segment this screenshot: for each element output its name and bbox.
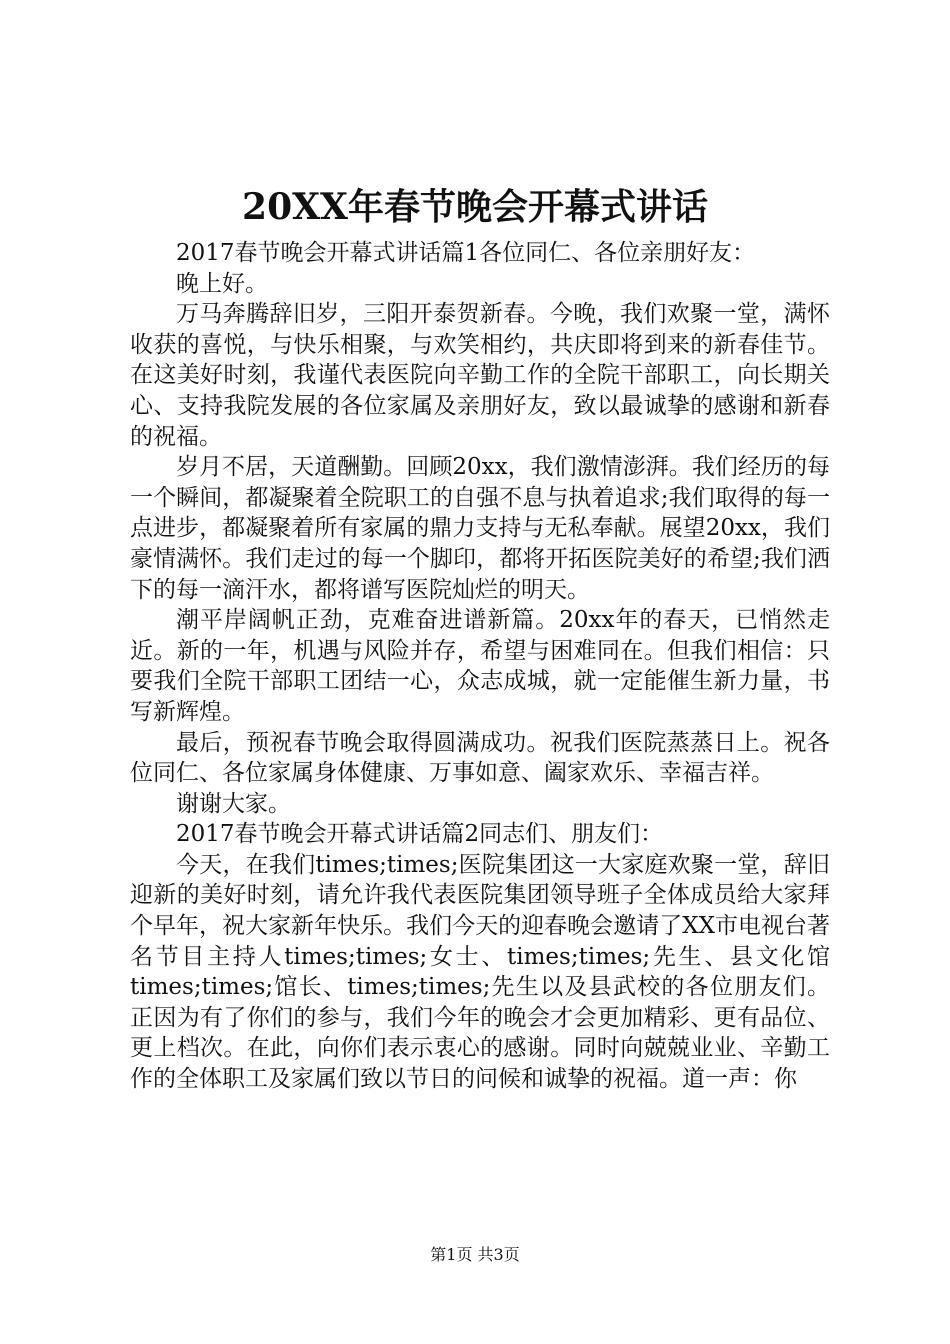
paragraph: 谢谢大家。: [176, 790, 291, 817]
paragraph: 最后，预祝春节晚会取得圆满成功。祝我们医院蒸蒸日上。祝各位同仁、各位家属身体健康、万事如意、阖家欢乐、幸福吉祥。: [130, 729, 830, 787]
document-body: [130, 238, 830, 1095]
paragraph: 万马奔腾辞旧岁，三阳开泰贺新春。今晚，我们欢聚一堂，满怀收获的喜悦，与快乐相聚，与欢笑相约，共庆即将到来的新春佳节。在这美好时刻，我谨代表医院向辛勤工作的全院干部职工，向长期关心、支持我院发展的各位家属及亲朋好友，致以最诚挚的感谢和新春的祝福。: [130, 301, 830, 450]
paragraph: 晚上好。: [176, 270, 268, 297]
page-number-footer: 第1页 共3页: [430, 1245, 520, 1264]
paragraph: 2017春节晚会开幕式讲话篇2同志们、朋友们：: [176, 821, 664, 848]
document-title: 20XX年春节晚会开幕式讲话: [242, 186, 708, 228]
paragraph: 2017春节晚会开幕式讲话篇1各位同仁、各位亲朋好友：: [176, 240, 756, 266]
paragraph: 潮平岸阔帆正劲，克难奋进谱新篇。20xx年的春天，已悄然走近。新的一年，机遇与风险并存，希望与困难同在。但我们相信：只要我们全院干部职工团结一心，众志成城，就一定能催生新力量，书写新辉煌。: [130, 607, 830, 725]
paragraph: 岁月不居，天道酬勤。回顾20xx，我们激情澎湃。我们经历的每一个瞬间，都凝聚着全院职工的自强不息与执着追求;我们取得的每一点进步，都凝聚着所有家属的鼎力支持与无私奉献。展望20xx，我们豪情满怀。我们走过的每一个脚印，都将开拓医院美好的希望;我们洒下的每一滴汗水，都将谱写医院灿烂的明天。: [130, 454, 830, 603]
paragraph: 今天，在我们times;times;医院集团这一大家庭欢聚一堂，辞旧迎新的美好时刻，请允许我代表医院集团领导班子全体成员给大家拜个早年，祝大家新年快乐。我们今天的迎春晚会邀请了XX市电视台著名节目主持人times;times;女士、times;times;先生、县文化馆times;times;馆长、times;times;先生以及县武校的各位朋友们。正因为有了你们的参与，我们今年的晚会才会更加精彩、更有品位、更上档次。在此，向你们表示衷心的感谢。同时向兢兢业业、辛勤工作的全体职工及家属们致以节日的问候和诚挚的祝福。道一声：你: [130, 851, 830, 1093]
